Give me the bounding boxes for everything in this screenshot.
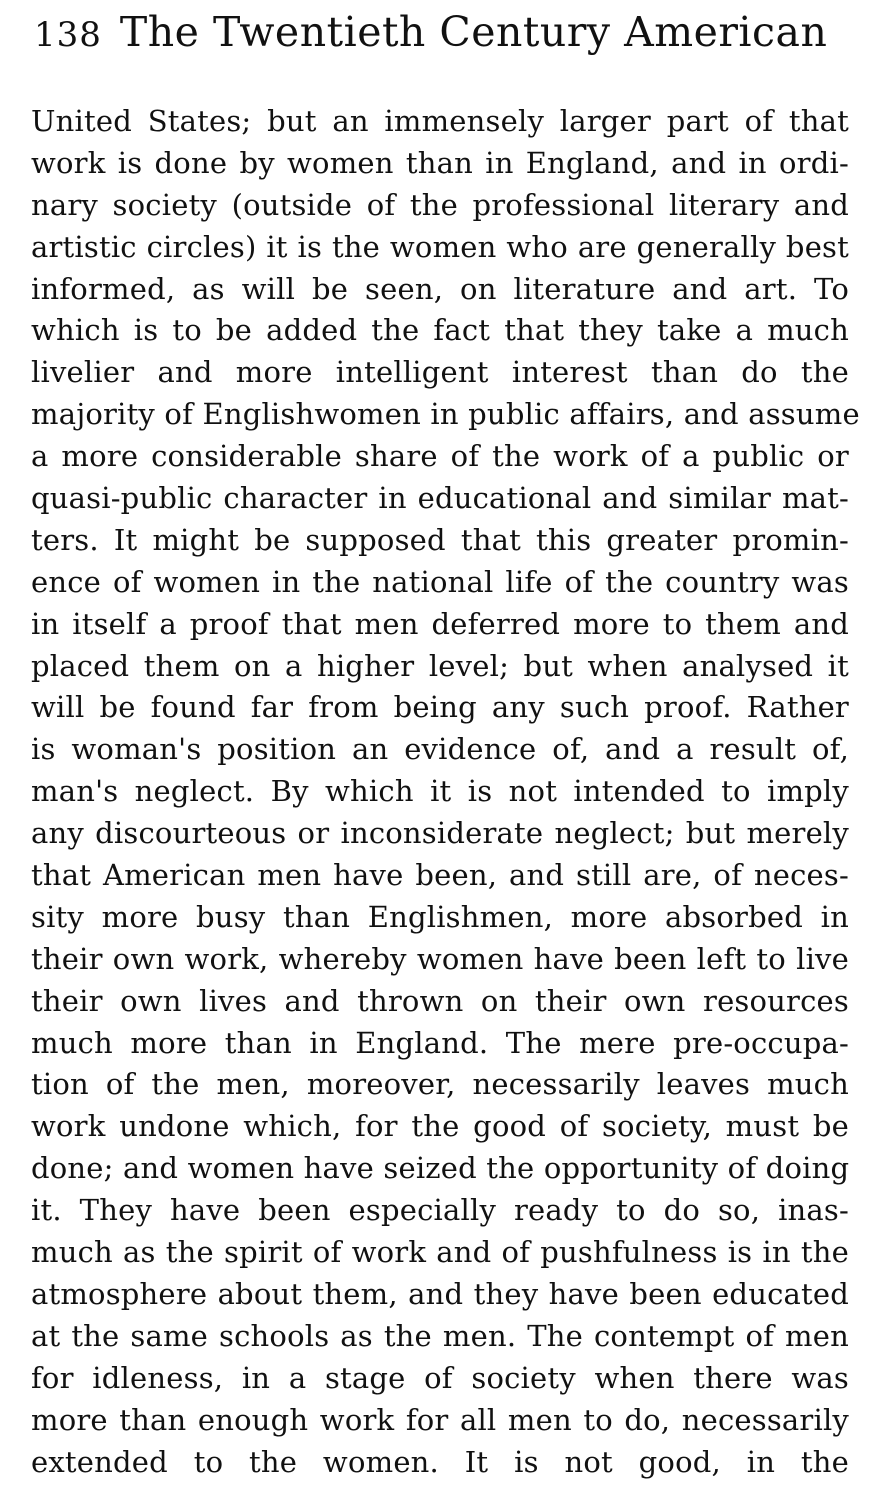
text-line: for idleness, in a stage of society when there was <box>31 1360 849 1395</box>
text-line: is woman's position an evidence of, and a result of, <box>31 732 849 767</box>
text-line: will be found far from being any such proof. Rather <box>31 690 849 725</box>
text-line: their own lives and thrown on their own resources <box>31 983 849 1018</box>
running-head <box>34 8 854 68</box>
running-title: The Twentieth Century American <box>119 8 828 56</box>
text-line: nary society (outside of the professional literary and <box>31 187 849 222</box>
text-line: United States; but an immensely larger part of that <box>31 104 849 138</box>
text-line: much as the spirit of work and of pushfulness is in the <box>31 1235 849 1270</box>
text-line: artistic circles) it is the women who are generally best <box>31 229 849 264</box>
page-number: 138 <box>34 15 102 55</box>
text-line: any discourteous or inconsiderate neglect; but merely <box>31 816 849 851</box>
text-line: livelier and more intelligent interest than do the <box>31 355 849 390</box>
text-line: work is done by women than in England, and in ordi- <box>31 145 849 180</box>
text-line: which is to be added the fact that they take a much <box>31 313 849 348</box>
text-line: man's neglect. By which it is not intended to imply <box>31 774 849 809</box>
text-line: done; and women have seized the opportunity of doing <box>31 1151 850 1186</box>
text-line: majority of Englishwomen in public affairs, and assume <box>31 397 860 432</box>
text-line: at the same schools as the men. The contempt of men <box>31 1318 849 1353</box>
text-line: extended to the women. It is not good, in the <box>31 1444 849 1479</box>
text-line: ters. It might be supposed that this greater promin- <box>31 522 849 557</box>
text-line: quasi-public character in educational and similar mat- <box>31 481 849 516</box>
text-line: informed, as will be seen, on literature and art. To <box>31 271 849 306</box>
text-line: ence of women in the national life of the country was <box>31 564 849 599</box>
text-line: atmosphere about them, and they have been educated <box>31 1276 849 1311</box>
text-line: a more considerable share of the work of a public or <box>31 439 849 474</box>
text-line: it. They have been especially ready to do so, inas- <box>31 1193 849 1228</box>
text-line: sity more busy than Englishmen, more absorbed in <box>31 899 849 934</box>
text-line: in itself a proof that men deferred more to them and <box>31 606 849 641</box>
text-line: much more than in England. The mere pre-occupa- <box>31 1025 849 1060</box>
text-line: tion of the men, moreover, necessarily leaves much <box>31 1067 849 1102</box>
text-line: that American men have been, and still are, of neces- <box>31 858 849 893</box>
body-text <box>31 101 860 1483</box>
text-line: work undone which, for the good of society, must be <box>31 1109 849 1144</box>
text-line: their own work, whereby women have been left to live <box>31 941 849 976</box>
text-line: more than enough work for all men to do, necessarily <box>31 1402 849 1437</box>
text-line: placed them on a higher level; but when analysed it <box>31 648 849 683</box>
